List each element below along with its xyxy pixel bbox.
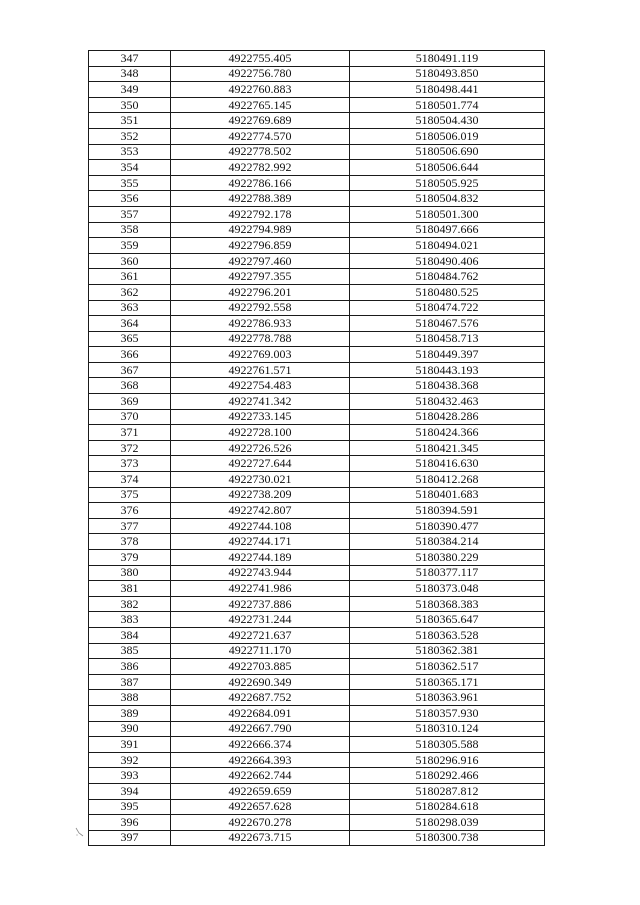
table-row: [89, 269, 545, 285]
x-coordinate-cell: 4922664.393: [171, 752, 350, 768]
x-coordinate-cell: 4922728.100: [171, 425, 350, 441]
y-coordinate-cell: 5180284.618: [350, 799, 545, 815]
table-row: [89, 82, 545, 98]
y-coordinate-cell: 5180498.441: [350, 82, 545, 98]
table-row: [89, 362, 545, 378]
table-row: [89, 160, 545, 176]
x-coordinate-cell: 4922670.278: [171, 815, 350, 831]
point-number-cell: 395: [89, 799, 171, 815]
y-coordinate-cell: 5180432.463: [350, 394, 545, 410]
y-coordinate-cell: 5180421.345: [350, 440, 545, 456]
table-row: [89, 409, 545, 425]
x-coordinate-cell: 4922778.502: [171, 144, 350, 160]
table-row: [89, 300, 545, 316]
y-coordinate-cell: 5180368.383: [350, 596, 545, 612]
point-number-cell: 374: [89, 472, 171, 488]
y-coordinate-cell: 5180494.021: [350, 238, 545, 254]
table-row: [89, 581, 545, 597]
y-coordinate-cell: 5180357.930: [350, 705, 545, 721]
point-number-cell: 372: [89, 440, 171, 456]
y-coordinate-cell: 5180506.019: [350, 128, 545, 144]
point-number-cell: 396: [89, 815, 171, 831]
table-row: [89, 253, 545, 269]
coordinates-table-body: [89, 51, 545, 846]
table-row: [89, 565, 545, 581]
x-coordinate-cell: 4922744.108: [171, 518, 350, 534]
y-coordinate-cell: 5180380.229: [350, 550, 545, 566]
table-row: [89, 690, 545, 706]
y-coordinate-cell: 5180373.048: [350, 581, 545, 597]
y-coordinate-cell: 5180365.171: [350, 674, 545, 690]
point-number-cell: 373: [89, 456, 171, 472]
table-row: [89, 316, 545, 332]
y-coordinate-cell: 5180501.774: [350, 97, 545, 113]
table-row: [89, 113, 545, 129]
table-row: [89, 378, 545, 394]
table-row: [89, 815, 545, 831]
point-number-cell: 376: [89, 503, 171, 519]
point-number-cell: 361: [89, 269, 171, 285]
y-coordinate-cell: 5180296.916: [350, 752, 545, 768]
scan-speck-mark: [74, 826, 88, 838]
x-coordinate-cell: 4922788.389: [171, 191, 350, 207]
point-number-cell: 355: [89, 175, 171, 191]
point-number-cell: 369: [89, 394, 171, 410]
y-coordinate-cell: 5180428.286: [350, 409, 545, 425]
y-coordinate-cell: 5180480.525: [350, 284, 545, 300]
table-row: [89, 144, 545, 160]
table-row: [89, 238, 545, 254]
y-coordinate-cell: 5180504.832: [350, 191, 545, 207]
point-number-cell: 386: [89, 659, 171, 675]
y-coordinate-cell: 5180449.397: [350, 347, 545, 363]
table-row: [89, 456, 545, 472]
x-coordinate-cell: 4922673.715: [171, 830, 350, 846]
point-number-cell: 352: [89, 128, 171, 144]
x-coordinate-cell: 4922769.689: [171, 113, 350, 129]
x-coordinate-cell: 4922703.885: [171, 659, 350, 675]
x-coordinate-cell: 4922754.483: [171, 378, 350, 394]
table-row: [89, 550, 545, 566]
point-number-cell: 351: [89, 113, 171, 129]
point-number-cell: 356: [89, 191, 171, 207]
x-coordinate-cell: 4922684.091: [171, 705, 350, 721]
point-number-cell: 389: [89, 705, 171, 721]
x-coordinate-cell: 4922774.570: [171, 128, 350, 144]
table-row: [89, 472, 545, 488]
table-row: [89, 66, 545, 82]
y-coordinate-cell: 5180300.738: [350, 830, 545, 846]
y-coordinate-cell: 5180384.214: [350, 534, 545, 550]
y-coordinate-cell: 5180467.576: [350, 316, 545, 332]
point-number-cell: 368: [89, 378, 171, 394]
x-coordinate-cell: 4922765.145: [171, 97, 350, 113]
table-row: [89, 503, 545, 519]
table-row: [89, 284, 545, 300]
point-number-cell: 388: [89, 690, 171, 706]
x-coordinate-cell: 4922778.788: [171, 331, 350, 347]
x-coordinate-cell: 4922662.744: [171, 768, 350, 784]
table-row: [89, 518, 545, 534]
y-coordinate-cell: 5180287.812: [350, 783, 545, 799]
y-coordinate-cell: 5180416.630: [350, 456, 545, 472]
x-coordinate-cell: 4922755.405: [171, 51, 350, 67]
y-coordinate-cell: 5180390.477: [350, 518, 545, 534]
point-number-cell: 394: [89, 783, 171, 799]
point-number-cell: 360: [89, 253, 171, 269]
table-row: [89, 206, 545, 222]
table-row: [89, 752, 545, 768]
y-coordinate-cell: 5180505.925: [350, 175, 545, 191]
y-coordinate-cell: 5180401.683: [350, 487, 545, 503]
point-number-cell: 375: [89, 487, 171, 503]
table-row: [89, 222, 545, 238]
point-number-cell: 393: [89, 768, 171, 784]
x-coordinate-cell: 4922690.349: [171, 674, 350, 690]
y-coordinate-cell: 5180363.961: [350, 690, 545, 706]
point-number-cell: 348: [89, 66, 171, 82]
table-row: [89, 331, 545, 347]
point-number-cell: 358: [89, 222, 171, 238]
x-coordinate-cell: 4922786.933: [171, 316, 350, 332]
x-coordinate-cell: 4922756.780: [171, 66, 350, 82]
point-number-cell: 365: [89, 331, 171, 347]
table-row: [89, 737, 545, 753]
y-coordinate-cell: 5180506.644: [350, 160, 545, 176]
x-coordinate-cell: 4922743.944: [171, 565, 350, 581]
y-coordinate-cell: 5180491.119: [350, 51, 545, 67]
x-coordinate-cell: 4922687.752: [171, 690, 350, 706]
point-number-cell: 353: [89, 144, 171, 160]
point-number-cell: 378: [89, 534, 171, 550]
point-number-cell: 384: [89, 627, 171, 643]
x-coordinate-cell: 4922761.571: [171, 362, 350, 378]
point-number-cell: 367: [89, 362, 171, 378]
table-row: [89, 721, 545, 737]
point-number-cell: 390: [89, 721, 171, 737]
x-coordinate-cell: 4922744.171: [171, 534, 350, 550]
y-coordinate-cell: 5180458.713: [350, 331, 545, 347]
x-coordinate-cell: 4922760.883: [171, 82, 350, 98]
y-coordinate-cell: 5180490.406: [350, 253, 545, 269]
table-row: [89, 659, 545, 675]
table-row: [89, 487, 545, 503]
y-coordinate-cell: 5180474.722: [350, 300, 545, 316]
x-coordinate-cell: 4922797.460: [171, 253, 350, 269]
point-number-cell: 381: [89, 581, 171, 597]
table-row: [89, 674, 545, 690]
y-coordinate-cell: 5180394.591: [350, 503, 545, 519]
x-coordinate-cell: 4922741.986: [171, 581, 350, 597]
point-number-cell: 347: [89, 51, 171, 67]
point-number-cell: 366: [89, 347, 171, 363]
x-coordinate-cell: 4922797.355: [171, 269, 350, 285]
x-coordinate-cell: 4922733.145: [171, 409, 350, 425]
y-coordinate-cell: 5180506.690: [350, 144, 545, 160]
point-number-cell: 377: [89, 518, 171, 534]
x-coordinate-cell: 4922666.374: [171, 737, 350, 753]
point-number-cell: 364: [89, 316, 171, 332]
point-number-cell: 383: [89, 612, 171, 628]
point-number-cell: 397: [89, 830, 171, 846]
table-row: [89, 128, 545, 144]
x-coordinate-cell: 4922737.886: [171, 596, 350, 612]
x-coordinate-cell: 4922738.209: [171, 487, 350, 503]
point-number-cell: 363: [89, 300, 171, 316]
x-coordinate-cell: 4922657.628: [171, 799, 350, 815]
point-number-cell: 380: [89, 565, 171, 581]
table-row: [89, 627, 545, 643]
x-coordinate-cell: 4922792.558: [171, 300, 350, 316]
y-coordinate-cell: 5180504.430: [350, 113, 545, 129]
y-coordinate-cell: 5180310.124: [350, 721, 545, 737]
y-coordinate-cell: 5180493.850: [350, 66, 545, 82]
table-row: [89, 347, 545, 363]
point-number-cell: 354: [89, 160, 171, 176]
y-coordinate-cell: 5180497.666: [350, 222, 545, 238]
point-number-cell: 382: [89, 596, 171, 612]
point-number-cell: 357: [89, 206, 171, 222]
x-coordinate-cell: 4922786.166: [171, 175, 350, 191]
table-row: [89, 394, 545, 410]
table-row: [89, 830, 545, 846]
table-row: [89, 425, 545, 441]
y-coordinate-cell: 5180424.366: [350, 425, 545, 441]
table-row: [89, 440, 545, 456]
point-number-cell: 350: [89, 97, 171, 113]
y-coordinate-cell: 5180412.268: [350, 472, 545, 488]
x-coordinate-cell: 4922796.859: [171, 238, 350, 254]
point-number-cell: 385: [89, 643, 171, 659]
coordinates-table: [88, 50, 545, 846]
point-number-cell: 370: [89, 409, 171, 425]
point-number-cell: 359: [89, 238, 171, 254]
x-coordinate-cell: 4922794.989: [171, 222, 350, 238]
table-row: [89, 534, 545, 550]
x-coordinate-cell: 4922730.021: [171, 472, 350, 488]
x-coordinate-cell: 4922742.807: [171, 503, 350, 519]
y-coordinate-cell: 5180365.647: [350, 612, 545, 628]
table-row: [89, 596, 545, 612]
point-number-cell: 349: [89, 82, 171, 98]
x-coordinate-cell: 4922721.637: [171, 627, 350, 643]
table-row: [89, 51, 545, 67]
table-row: [89, 783, 545, 799]
point-number-cell: 379: [89, 550, 171, 566]
y-coordinate-cell: 5180377.117: [350, 565, 545, 581]
y-coordinate-cell: 5180438.368: [350, 378, 545, 394]
x-coordinate-cell: 4922726.526: [171, 440, 350, 456]
y-coordinate-cell: 5180305.588: [350, 737, 545, 753]
y-coordinate-cell: 5180363.528: [350, 627, 545, 643]
y-coordinate-cell: 5180484.762: [350, 269, 545, 285]
x-coordinate-cell: 4922711.170: [171, 643, 350, 659]
y-coordinate-cell: 5180501.300: [350, 206, 545, 222]
table-row: [89, 175, 545, 191]
y-coordinate-cell: 5180362.517: [350, 659, 545, 675]
y-coordinate-cell: 5180362.381: [350, 643, 545, 659]
y-coordinate-cell: 5180298.039: [350, 815, 545, 831]
point-number-cell: 371: [89, 425, 171, 441]
x-coordinate-cell: 4922744.189: [171, 550, 350, 566]
table-row: [89, 799, 545, 815]
x-coordinate-cell: 4922769.003: [171, 347, 350, 363]
x-coordinate-cell: 4922667.790: [171, 721, 350, 737]
table-row: [89, 191, 545, 207]
x-coordinate-cell: 4922741.342: [171, 394, 350, 410]
table-row: [89, 97, 545, 113]
x-coordinate-cell: 4922659.659: [171, 783, 350, 799]
x-coordinate-cell: 4922782.992: [171, 160, 350, 176]
table-row: [89, 612, 545, 628]
point-number-cell: 387: [89, 674, 171, 690]
table-row: [89, 705, 545, 721]
x-coordinate-cell: 4922792.178: [171, 206, 350, 222]
point-number-cell: 362: [89, 284, 171, 300]
point-number-cell: 392: [89, 752, 171, 768]
x-coordinate-cell: 4922731.244: [171, 612, 350, 628]
y-coordinate-cell: 5180443.193: [350, 362, 545, 378]
x-coordinate-cell: 4922727.644: [171, 456, 350, 472]
point-number-cell: 391: [89, 737, 171, 753]
y-coordinate-cell: 5180292.466: [350, 768, 545, 784]
table-row: [89, 643, 545, 659]
x-coordinate-cell: 4922796.201: [171, 284, 350, 300]
table-row: [89, 768, 545, 784]
